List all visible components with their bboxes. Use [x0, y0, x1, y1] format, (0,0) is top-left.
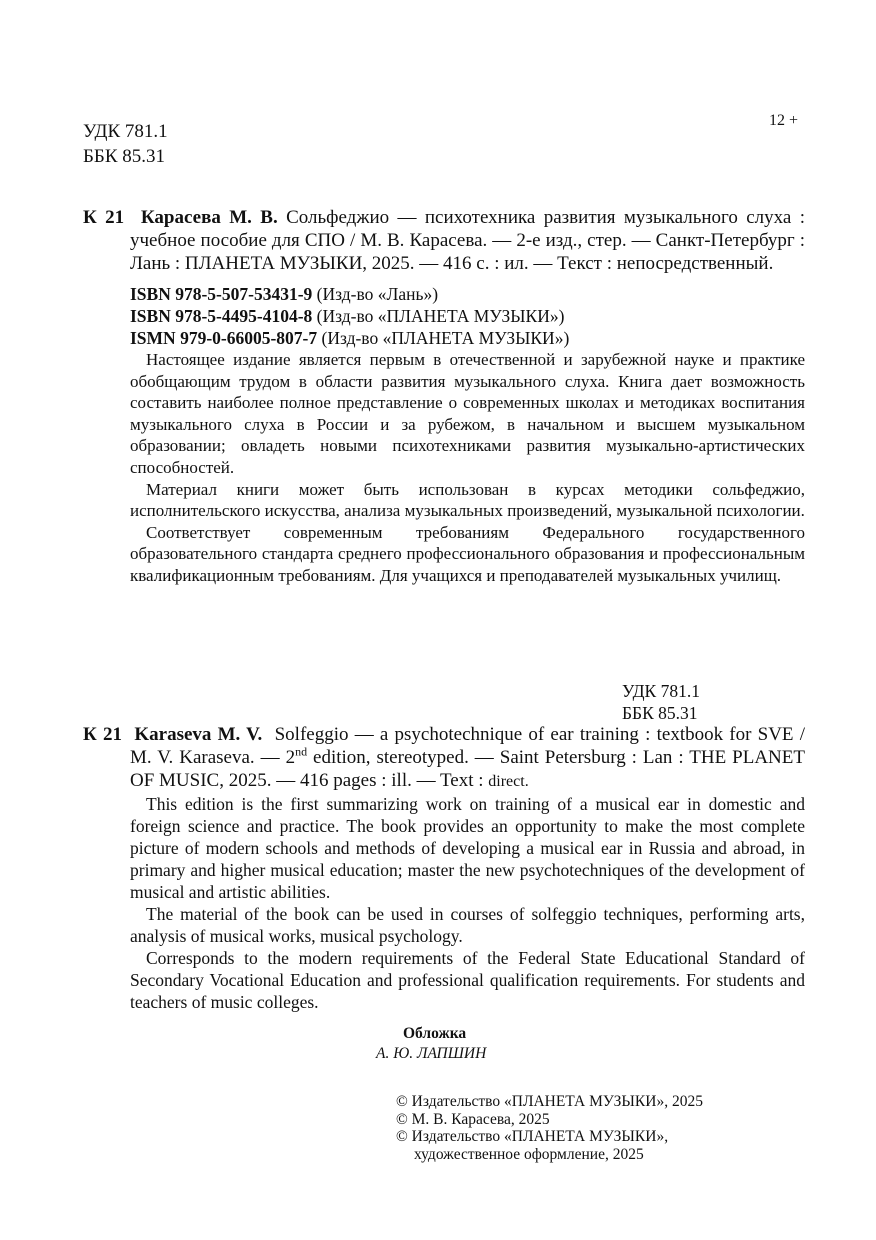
identifier-publisher: (Изд-во «ПЛАНЕТА МУЗЫКИ») [316, 306, 565, 326]
ru-entry-author: Карасева М. В. [140, 207, 278, 228]
identifier-publisher: (Изд-во «Лань») [316, 284, 439, 304]
ru-annotation-paragraph: Настоящее издание является первым в отечественной и зарубежной науке и практике обобщающим трудом в области развития музыкального слуха. Книга дает возможность составить наиболее полное представление о современных школах и методиках воспитания музыкального слуха в России и за рубежом, в начальном и высшем музыкальном образовании; овладеть новыми психотехниками развития музыкально-артистических способностей. [130, 350, 805, 477]
ru-bibliographic-entry [83, 206, 805, 587]
identifier-line [130, 327, 805, 349]
en-annotation-paragraph: This edition is the first summarizing work on training of a musical ear in domestic and foreign science and practice. The book provides an opportunity to make the most complete picture of modern schools and methods of developing a musical ear in Russia and abroad, in primary and higher musical education; master the new psychotechniques of the development of musical and artistic abilities. [130, 794, 805, 902]
en-entry-description-2: edition, stereotyped. — Saint Petersburg : Lan : THE PLANET OF MUSIC, 2025. — 416 pages : ill. — Text : [130, 747, 805, 791]
copyright-line: © Издательство «ПЛАНЕТА МУЗЫКИ», [396, 1128, 669, 1146]
ru-entry-code: К 21 [83, 207, 125, 228]
identifier-line [130, 305, 805, 327]
identifier-number: ISBN 978-5-4495-4104-8 [130, 306, 313, 326]
copyright-block [396, 1093, 703, 1163]
identifier-number: ISBN 978-5-507-53431-9 [130, 284, 313, 304]
en-entry-author: Karaseva M. V. [134, 724, 263, 745]
udk-bbk-header [83, 119, 168, 169]
identifier-publisher: (Изд-во «ПЛАНЕТА МУЗЫКИ») [321, 328, 570, 348]
identifier-number: ISMN 979-0-66005-807-7 [130, 328, 318, 348]
udk-code: УДК 781.1 [83, 121, 168, 142]
cover-designer: А. Ю. ЛАПШИН [376, 1045, 487, 1062]
copyright-line-continuation: художественное оформление, 2025 [414, 1145, 644, 1163]
identifier-line [130, 283, 805, 305]
edition-superscript: nd [295, 744, 308, 759]
ru-annotation-paragraph: Соответствует современным требованиям Федерального государственного образовательного стандарта среднего профессионального образования и профессиональным квалификационным требованиям. Для учащихся и преподавателей музыкальных училищ. [130, 522, 805, 585]
ru-entry-heading [83, 206, 805, 275]
ru-identifiers [83, 283, 805, 349]
en-entry-text-form: direct. [488, 773, 529, 790]
bbk-code: ББК 85.31 [622, 703, 698, 723]
copyright-line: © М. В. Карасева, 2025 [396, 1110, 550, 1128]
age-rating: 12 + [768, 112, 798, 129]
ru-entry-description: Сольфеджио — психотехника развития музыкального слуха : учебное пособие для СПО / М. В. Карасева. — 2-е изд., стер. — Санкт-Петербург : Лань : ПЛАНЕТА МУЗЫКИ, 2025. — 416 с. : ил. — Текст : непосредственный. [130, 207, 805, 274]
cover-label: Обложка [403, 1025, 467, 1042]
en-entry-description-1: Solfeggio — a psychotechnique of ear training : textbook for SVE / M. V. Karaseva. — 2 [130, 724, 806, 768]
udk-code: УДК 781.1 [622, 681, 700, 701]
bbk-code: ББК 85.31 [83, 146, 165, 167]
en-bibliographic-entry [83, 723, 805, 1013]
en-entry-code: К 21 [83, 724, 122, 745]
ru-annotation-paragraph: Материал книги может быть использован в курсах методики сольфеджио, исполнительского искусства, анализа музыкальных произведений, музыкальной психологии. [130, 479, 805, 521]
copyright-line: © Издательство «ПЛАНЕТА МУЗЫКИ», 2025 [396, 1093, 703, 1110]
en-udk-bbk [622, 680, 700, 724]
en-entry-heading [83, 723, 805, 793]
en-annotation-paragraph: Corresponds to the modern requirements of the Federal State Educational Standard of Secondary Vocational Education and professional qualification requirements. For students and teachers of music colleges. [130, 948, 805, 1012]
en-annotation-paragraph: The material of the book can be used in courses of solfeggio techniques, performing arts, analysis of musical works, musical psychology. [130, 904, 805, 946]
